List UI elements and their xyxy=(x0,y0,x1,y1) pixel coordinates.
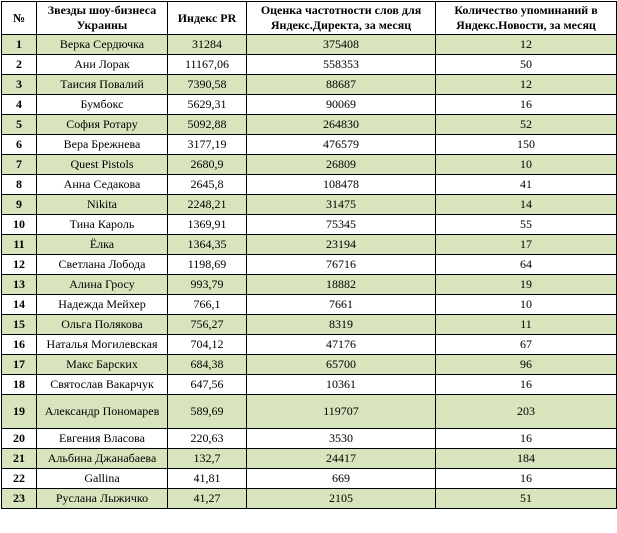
star-name: Ольга Полякова xyxy=(37,315,168,335)
header-yandex-direct: Оценка частотности слов для Яндекс.Директа, за месяц xyxy=(247,2,436,35)
yandex-direct-frequency: 47176 xyxy=(247,335,436,355)
table-row xyxy=(2,355,617,375)
star-name: Тина Кароль xyxy=(37,215,168,235)
row-number: 23 xyxy=(2,489,37,509)
row-number: 12 xyxy=(2,255,37,275)
star-name: Nikita xyxy=(37,195,168,215)
star-name: Александр Пономарев xyxy=(37,395,168,429)
star-name: Gallina xyxy=(37,469,168,489)
yandex-direct-frequency: 375408 xyxy=(247,35,436,55)
yandex-news-mentions: 16 xyxy=(436,429,617,449)
pr-index: 589,69 xyxy=(168,395,247,429)
yandex-direct-frequency: 88687 xyxy=(247,75,436,95)
yandex-news-mentions: 16 xyxy=(436,95,617,115)
table-row xyxy=(2,335,617,355)
yandex-direct-frequency: 26809 xyxy=(247,155,436,175)
pr-index: 1369,91 xyxy=(168,215,247,235)
table-row xyxy=(2,175,617,195)
table-row xyxy=(2,135,617,155)
row-number: 16 xyxy=(2,335,37,355)
yandex-news-mentions: 10 xyxy=(436,295,617,315)
yandex-direct-frequency: 23194 xyxy=(247,235,436,255)
star-name: Светлана Лобода xyxy=(37,255,168,275)
table-row xyxy=(2,35,617,55)
yandex-news-mentions: 64 xyxy=(436,255,617,275)
table-row xyxy=(2,115,617,135)
row-number: 6 xyxy=(2,135,37,155)
yandex-direct-frequency: 76716 xyxy=(247,255,436,275)
pr-index: 756,27 xyxy=(168,315,247,335)
yandex-direct-frequency: 2105 xyxy=(247,489,436,509)
header-pr-index: Индекс PR xyxy=(168,2,247,35)
row-number: 4 xyxy=(2,95,37,115)
star-name: Альбина Джанабаева xyxy=(37,449,168,469)
table-row xyxy=(2,75,617,95)
pr-index: 41,27 xyxy=(168,489,247,509)
yandex-direct-frequency: 75345 xyxy=(247,215,436,235)
header-number: № xyxy=(2,2,37,35)
yandex-news-mentions: 52 xyxy=(436,115,617,135)
table-row xyxy=(2,95,617,115)
row-number: 2 xyxy=(2,55,37,75)
star-name: Верка Сердючка xyxy=(37,35,168,55)
yandex-direct-frequency: 3530 xyxy=(247,429,436,449)
star-name: Святослав Вакарчук xyxy=(37,375,168,395)
table-row xyxy=(2,195,617,215)
yandex-direct-frequency: 65700 xyxy=(247,355,436,375)
pr-index: 993,79 xyxy=(168,275,247,295)
yandex-news-mentions: 203 xyxy=(436,395,617,429)
row-number: 8 xyxy=(2,175,37,195)
star-name: Макс Барских xyxy=(37,355,168,375)
yandex-news-mentions: 51 xyxy=(436,489,617,509)
star-name: София Ротару xyxy=(37,115,168,135)
pr-index: 7390,58 xyxy=(168,75,247,95)
table-row xyxy=(2,375,617,395)
star-name: Алина Гросу xyxy=(37,275,168,295)
yandex-direct-frequency: 90069 xyxy=(247,95,436,115)
yandex-direct-frequency: 558353 xyxy=(247,55,436,75)
yandex-direct-frequency: 264830 xyxy=(247,115,436,135)
yandex-news-mentions: 16 xyxy=(436,375,617,395)
star-name: Вера Брежнева xyxy=(37,135,168,155)
row-number: 11 xyxy=(2,235,37,255)
row-number: 18 xyxy=(2,375,37,395)
pr-index: 1364,35 xyxy=(168,235,247,255)
yandex-news-mentions: 67 xyxy=(436,335,617,355)
yandex-news-mentions: 96 xyxy=(436,355,617,375)
row-number: 5 xyxy=(2,115,37,135)
yandex-news-mentions: 10 xyxy=(436,155,617,175)
yandex-news-mentions: 184 xyxy=(436,449,617,469)
star-name: Таисия Повалий xyxy=(37,75,168,95)
row-number: 14 xyxy=(2,295,37,315)
row-number: 3 xyxy=(2,75,37,95)
row-number: 20 xyxy=(2,429,37,449)
row-number: 19 xyxy=(2,395,37,429)
table-row xyxy=(2,155,617,175)
yandex-direct-frequency: 669 xyxy=(247,469,436,489)
pr-index: 2680,9 xyxy=(168,155,247,175)
pr-index: 31284 xyxy=(168,35,247,55)
yandex-news-mentions: 16 xyxy=(436,469,617,489)
pr-index: 1198,69 xyxy=(168,255,247,275)
yandex-news-mentions: 12 xyxy=(436,35,617,55)
star-name: Анна Седакова xyxy=(37,175,168,195)
row-number: 17 xyxy=(2,355,37,375)
pr-index: 5092,88 xyxy=(168,115,247,135)
pr-index: 2645,8 xyxy=(168,175,247,195)
pr-index: 5629,31 xyxy=(168,95,247,115)
yandex-news-mentions: 14 xyxy=(436,195,617,215)
yandex-direct-frequency: 18882 xyxy=(247,275,436,295)
pr-index: 41,81 xyxy=(168,469,247,489)
yandex-news-mentions: 55 xyxy=(436,215,617,235)
table-row xyxy=(2,55,617,75)
pr-index: 684,38 xyxy=(168,355,247,375)
row-number: 21 xyxy=(2,449,37,469)
table-row xyxy=(2,215,617,235)
row-number: 10 xyxy=(2,215,37,235)
header-row xyxy=(2,2,617,35)
pr-index: 704,12 xyxy=(168,335,247,355)
pr-index: 3177,19 xyxy=(168,135,247,155)
pr-index: 132,7 xyxy=(168,449,247,469)
yandex-direct-frequency: 31475 xyxy=(247,195,436,215)
table-row xyxy=(2,395,617,429)
table-body xyxy=(2,35,617,509)
star-name: Надежда Мейхер xyxy=(37,295,168,315)
row-number: 13 xyxy=(2,275,37,295)
row-number: 7 xyxy=(2,155,37,175)
table-row xyxy=(2,235,617,255)
yandex-news-mentions: 19 xyxy=(436,275,617,295)
yandex-direct-frequency: 10361 xyxy=(247,375,436,395)
yandex-news-mentions: 11 xyxy=(436,315,617,335)
star-name: Бумбокс xyxy=(37,95,168,115)
header-yandex-news: Количество упоминаний в Яндекс.Новости, за месяц xyxy=(436,2,617,35)
yandex-direct-frequency: 8319 xyxy=(247,315,436,335)
star-name: Руслана Лыжичко xyxy=(37,489,168,509)
yandex-direct-frequency: 24417 xyxy=(247,449,436,469)
pr-index: 2248,21 xyxy=(168,195,247,215)
yandex-news-mentions: 12 xyxy=(436,75,617,95)
table-row xyxy=(2,489,617,509)
table-row xyxy=(2,295,617,315)
table-row xyxy=(2,315,617,335)
row-number: 15 xyxy=(2,315,37,335)
star-name: Евгения Власова xyxy=(37,429,168,449)
star-name: Quest Pistols xyxy=(37,155,168,175)
row-number: 9 xyxy=(2,195,37,215)
row-number: 1 xyxy=(2,35,37,55)
table-row xyxy=(2,255,617,275)
pr-index: 647,56 xyxy=(168,375,247,395)
yandex-news-mentions: 41 xyxy=(436,175,617,195)
table-row xyxy=(2,429,617,449)
table-row xyxy=(2,449,617,469)
yandex-direct-frequency: 108478 xyxy=(247,175,436,195)
yandex-direct-frequency: 476579 xyxy=(247,135,436,155)
star-name: Ани Лорак xyxy=(37,55,168,75)
star-name: Ёлка xyxy=(37,235,168,255)
row-number: 22 xyxy=(2,469,37,489)
pr-index: 220,63 xyxy=(168,429,247,449)
yandex-news-mentions: 50 xyxy=(436,55,617,75)
header-star: Звезды шоу-бизнеса Украины xyxy=(37,2,168,35)
yandex-news-mentions: 150 xyxy=(436,135,617,155)
yandex-direct-frequency: 7661 xyxy=(247,295,436,315)
yandex-direct-frequency: 119707 xyxy=(247,395,436,429)
pr-index: 11167,06 xyxy=(168,55,247,75)
yandex-news-mentions: 17 xyxy=(436,235,617,255)
table-row xyxy=(2,469,617,489)
pr-index: 766,1 xyxy=(168,295,247,315)
table-row xyxy=(2,275,617,295)
star-name: Наталья Могилевская xyxy=(37,335,168,355)
ranking-table xyxy=(1,1,617,509)
